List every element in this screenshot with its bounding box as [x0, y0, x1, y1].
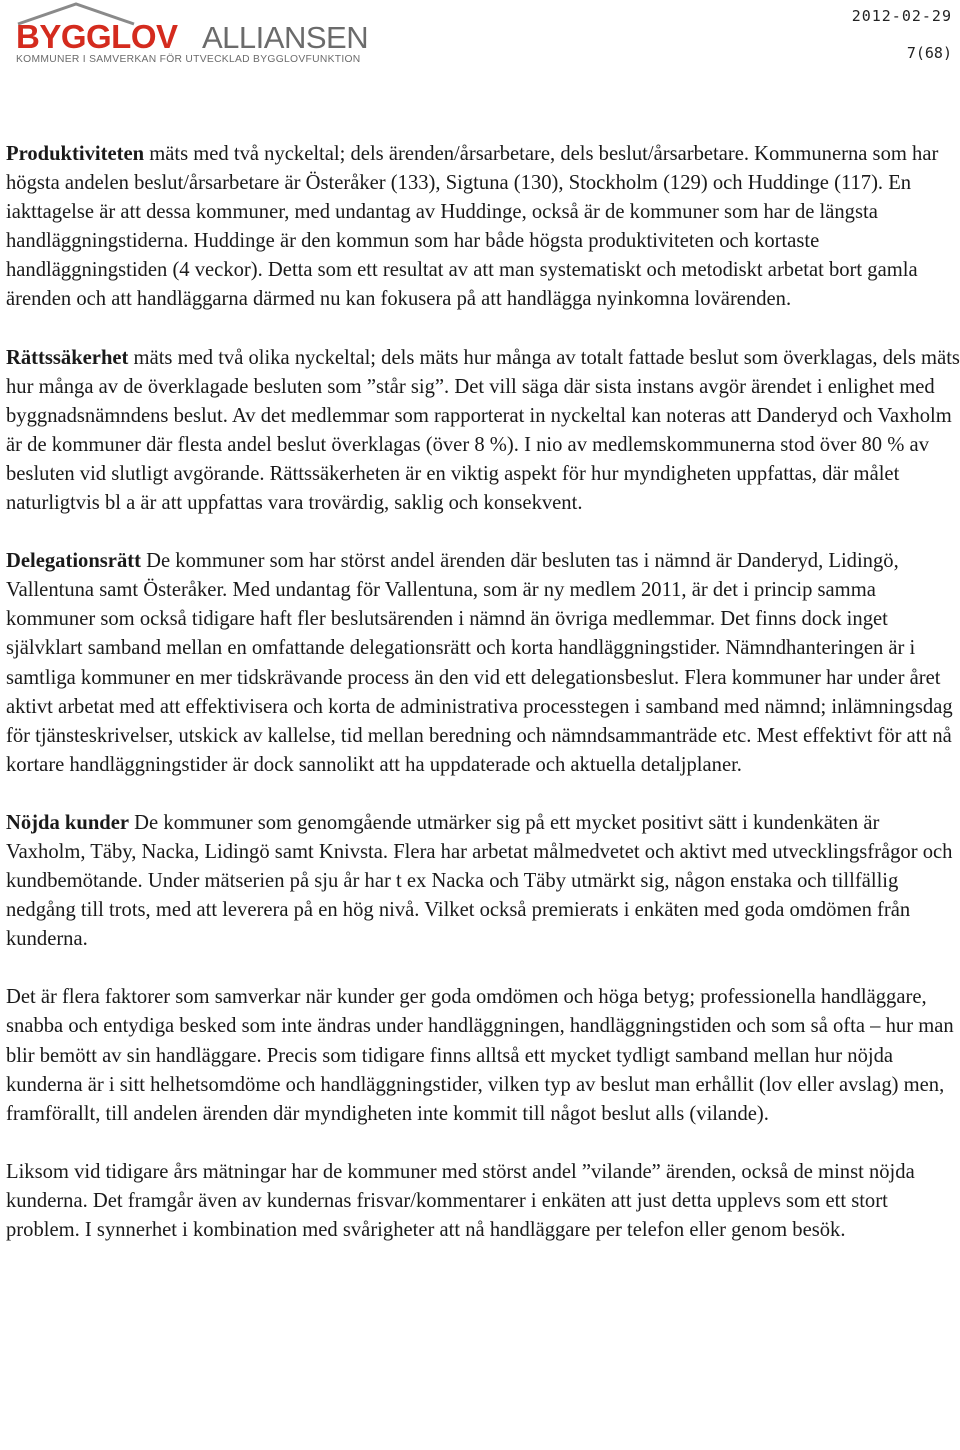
paragraph-faktorer — [6, 983, 960, 1128]
paragraph-heading: Delegationsrätt — [6, 550, 141, 573]
paragraph-heading: Rättssäkerhet — [6, 346, 129, 369]
document-date: 2012-02-29 — [851, 7, 952, 25]
paragraph-text: mäts med två olika nyckeltal; dels mäts hur många av totalt fattade beslut som överklagas, dels mäts hur många av de överklagade besluten som ”står sig”. Det vill säga där sista instans avgör ärendet i enlighet med byggnadsnämndens beslut. Av det medlemmar som rapporterat in nyckeltal kan noteras att Danderyd och Vaxholm är de kommuner där flesta andel beslut överklagas (över 8 %). I nio av medlemskommunerna stod över 80 % av besluten vid slutligt avgörande. Rättssäkerheten är en viktig aspekt för hur myndigheten uppfattas, där målet naturligtvis bl a är att uppfattas vara trovärdig, saklig och konsekvent. — [6, 346, 960, 515]
paragraph-text: De kommuner som har störst andel ärenden där besluten tas i nämnd är Danderyd, Lidingö, Vallentuna samt Österåker. Med undantag för Vallentuna, som är ny medlem 2011, är det i princip samma kommuner som också tidigare haft fler beslutsärenden i nämnd än övriga medlemmar. Det finns dock inget självklart samband mellan en omfattande delegationsrätt och korta handläggningstider. Nämndhanteringen är i samtliga kommuner en mer tidskrävande process än den vid ett delegationsbeslut. Flera kommuner har under året aktivt arbetat med att effektivisera och korta de administrativa processtegen i samband med nämnd; inlämningsdag för tjänsteskrivelser, utskick av kallelse, tid mellan beredning och nämndsammanträde etc. Mest effektivt för att nå kortare handläggningstider är dock sannolikt att ha uppdaterade och aktuella detaljplaner. — [6, 550, 953, 776]
paragraph-text: Det är flera faktorer som samverkar när kunder ger goda omdömen och höga betyg; professionella handläggare, snabba och entydiga besked som inte ändras under handläggningen, handläggningstiden och som så ofta – hur man blir bemött av sin handläggare. Precis som tidigare finns alltså ett mycket tydligt samband mellan hur nöjda kunderna är i sitt helhetsomdöme och handläggningstider, vilken typ av beslut man erhållit (lov eller avslag) men, framförallt, till andelen ärenden där myndigheten inte kommit till något beslut alls (vilande). — [6, 986, 954, 1125]
paragraph-nojda-kunder — [6, 809, 960, 954]
page-number: 7(68) — [906, 44, 952, 62]
paragraph-text: mäts med två nyckeltal; dels ärenden/årsarbetare, dels beslut/årsarbetare. Kommunerna som har högsta andelen beslut/årsarbetare är Österåker (133), Sigtuna (130), Stockholm (129) och Huddinge (117). En iakttagelse är att dessa kommuner, med undantag av Huddinge, också är de kommuner som har de längsta handläggningstiderna. Huddinge är den kommun som har både högsta produktiviteten och kortaste handläggningstiden (4 veckor). Detta som ett resultat av att man systematiskt och metodiskt arbetat bort gamla ärenden och att handläggarna därmed nu kan fokusera på att handlägga nyinkomna lovärenden. — [6, 143, 939, 311]
svg-text:BYGGLOV: BYGGLOV — [16, 18, 178, 55]
paragraph-heading: Nöjda kunder — [6, 811, 130, 834]
paragraph-text: De kommuner som genomgående utmärker sig på ett mycket positivt sätt i kundenkäten är Vaxholm, Täby, Nacka, Lidingö samt Knivsta. Flera har arbetat målmedvetet och aktivt med utvecklingsfrågor och kundbemötande. Under mätserien på sju år har t ex Nacka och Täby utmärkt sig, någon enstaka och tillfällig nedgång till trots, med att leverera på en hög nivå. Vilket också premierats i enkäten med goda omdömen från kunderna. — [6, 811, 953, 951]
paragraph-text: Liksom vid tidigare års mätningar har de kommuner med störst andel ”vilande” ärenden, också de minst nöjda kunderna. Det framgår även av kundernas frisvar/kommentarer i enkäten att just detta upplevs som ett stort problem. I synnerhet i kombination med svårigheter att nå handläggare per telefon eller genom besök. — [6, 1160, 915, 1241]
paragraph-rattssakerhet — [6, 344, 960, 519]
page-header — [0, 0, 960, 80]
document-body — [6, 140, 960, 1274]
paragraph-vilande — [6, 1158, 960, 1245]
paragraph-produktivitet — [6, 140, 960, 315]
svg-text:ALLIANSEN: ALLIANSEN — [202, 20, 369, 55]
paragraph-heading: Produktiviteten — [6, 143, 145, 165]
svg-text:KOMMUNER I SAMVERKAN FÖR UTVEC: KOMMUNER I SAMVERKAN FÖR UTVECKLAD BYGGLOVFUNKTION — [16, 54, 361, 65]
byggloval-logo — [16, 2, 396, 66]
paragraph-delegationsratt — [6, 547, 960, 780]
